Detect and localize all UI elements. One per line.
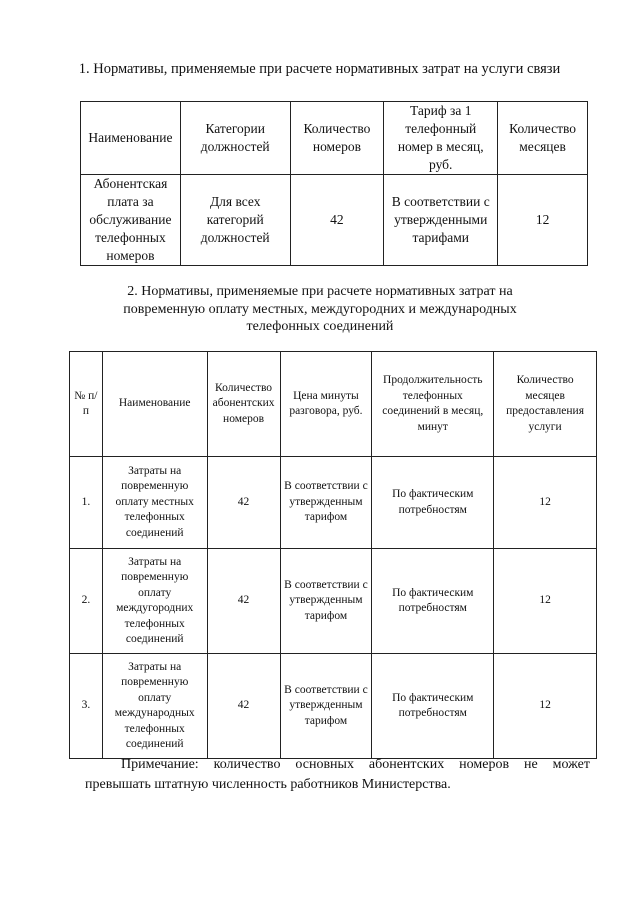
cell-name: Затраты на повременную оплату местных телефонных соединений	[102, 457, 207, 549]
header-minute-price: Цена минуты разговора, руб.	[280, 352, 372, 457]
telephone-connections-table	[69, 351, 597, 759]
cell-subscriber-numbers: 42	[207, 654, 280, 759]
cell-tariff: В соответствии с утвержденными тарифами	[384, 175, 498, 266]
table-row	[70, 654, 597, 759]
header-number-count: Количество номеров	[290, 102, 384, 175]
header-tariff: Тариф за 1 телефонный номер в месяц, руб.	[384, 102, 498, 175]
cell-name: Затраты на повременную оплату международных телефонных соединений	[102, 654, 207, 759]
header-position-categories: Категории должностей	[180, 102, 290, 175]
table-header-row	[81, 102, 588, 175]
cell-index: 3.	[70, 654, 103, 759]
cell-duration: По фактическим потребностям	[372, 549, 494, 654]
section2-title: 2. Нормативы, применяемые при расчете нормативных затрат на повременную оплату местных, междугородних и международных телефонных соединений	[123, 284, 517, 334]
table-row	[70, 549, 597, 654]
table-header-row	[70, 352, 597, 457]
header-duration: Продолжительность телефонных соединений в месяц, минут	[372, 352, 494, 457]
table-row	[70, 457, 597, 549]
cell-duration: По фактическим потребностям	[372, 654, 494, 759]
header-subscriber-numbers: Количество абонентских номеров	[207, 352, 280, 457]
note-paragraph: Примечание: количество основных абонентских номеров не может превышать штатную численность работников Министерства.	[85, 757, 590, 792]
cell-name: Затраты на повременную оплату междугородних телефонных соединений	[102, 549, 207, 654]
cell-months: 12	[498, 175, 588, 266]
cell-number-count: 42	[290, 175, 384, 266]
section1-title: 1. Нормативы, применяемые при расчете нормативных затрат на услуги связи	[78, 61, 561, 77]
communication-services-table	[80, 101, 588, 266]
cell-minute-price: В соответствии с утвержденным тарифом	[280, 654, 372, 759]
cell-months: 12	[494, 654, 597, 759]
cell-minute-price: В соответствии с утвержденным тарифом	[280, 457, 372, 549]
cell-index: 2.	[70, 549, 103, 654]
cell-duration: По фактическим потребностям	[372, 457, 494, 549]
header-name: Наименование	[81, 102, 181, 175]
header-months: Количество месяцев	[498, 102, 588, 175]
header-index: № п/п	[70, 352, 103, 457]
cell-months: 12	[494, 549, 597, 654]
table-row	[81, 175, 588, 266]
cell-subscriber-numbers: 42	[207, 549, 280, 654]
cell-index: 1.	[70, 457, 103, 549]
header-name: Наименование	[102, 352, 207, 457]
cell-position-categories: Для всех категорий должностей	[180, 175, 290, 266]
cell-months: 12	[494, 457, 597, 549]
cell-name: Абонентская плата за обслуживание телефонных номеров	[81, 175, 181, 266]
cell-minute-price: В соответствии с утвержденным тарифом	[280, 549, 372, 654]
header-months: Количество месяцев предоставления услуги	[494, 352, 597, 457]
cell-subscriber-numbers: 42	[207, 457, 280, 549]
